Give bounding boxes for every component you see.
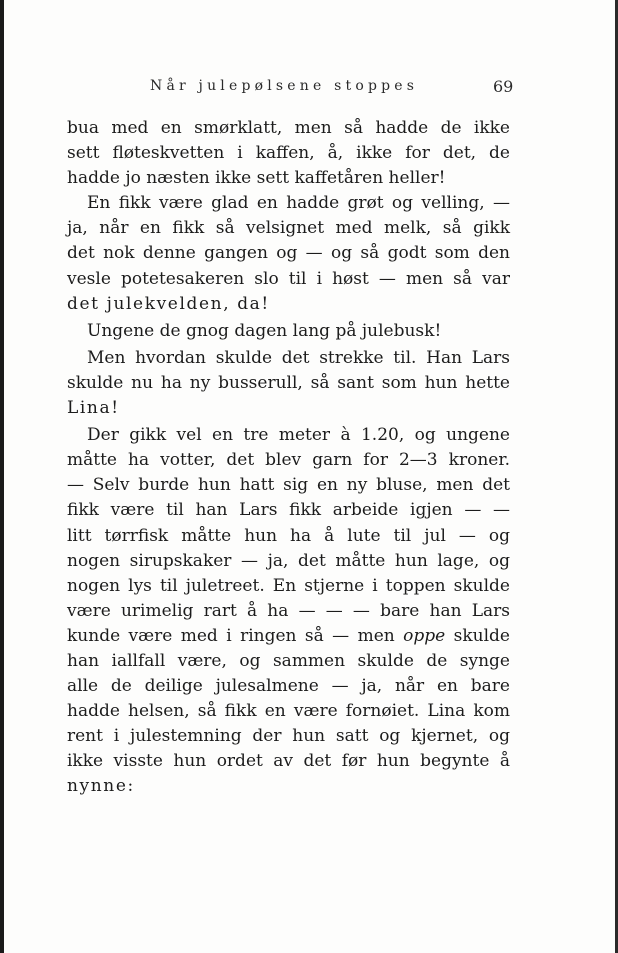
- text-line: det julekvelden, da!: [67, 293, 270, 314]
- text-fragment: kunde være med i ringen så — men: [67, 625, 404, 646]
- text-line: ja, når en fikk så velsignet med melk, så gikk: [67, 218, 510, 239]
- text-line: hadde helsen, så fikk en være fornøiet. Lina kom: [67, 701, 510, 722]
- text-line: Ungene de gnog dagen lang på julebusk!: [87, 320, 442, 341]
- text-line: hadde jo næsten ikke sett kaffetåren heller!: [67, 168, 446, 189]
- text-line: skulde nu ha ny busserull, så sant som hun hette: [67, 372, 510, 393]
- text-line: fikk være til han Lars fikk arbeide igjen — —: [67, 500, 510, 521]
- text-line: Men hvordan skulde det strekke til. Han Lars: [87, 347, 510, 368]
- text-line: Der gikk vel en tre meter à 1.20, og ungene: [87, 425, 510, 446]
- text-line: nogen lys til juletreet. En stjerne i toppen skulde: [67, 575, 510, 596]
- text-line: måtte ha votter, det blev garn for 2—3 kroner.: [67, 450, 510, 471]
- text-line: — Selv burde hun hatt sig en ny bluse, men det: [67, 475, 510, 496]
- text-line: ikke visste hun ordet av det før hun begynte å: [67, 751, 510, 772]
- text-line: være urimelig rart å ha — — — bare han Lars: [67, 600, 510, 621]
- text-line: nynne:: [67, 776, 135, 797]
- text-fragment: skulde: [445, 625, 510, 646]
- text-line: rent i julestemning der hun satt og kjernet, og: [67, 726, 510, 747]
- text-line: bua med en smørklatt, men så hadde de ikke: [67, 118, 510, 138]
- running-header: Når julepølsene stoppes: [150, 78, 419, 94]
- text-line: vesle potetesakeren slo til i høst — men så var: [67, 268, 510, 289]
- text-line: En fikk være glad en hadde grøt og velling, —: [87, 193, 510, 214]
- text-line: han iallfall være, og sammen skulde de synge: [67, 650, 510, 671]
- page-number: 69: [493, 77, 514, 96]
- text-line: sett fløteskvetten i kaffen, å, ikke for det, de: [67, 143, 510, 164]
- text-line: alle de deilige julesalmene — ja, når en bare: [67, 676, 510, 697]
- text-line: [67, 624, 510, 649]
- page-edge-left: [0, 0, 4, 953]
- text-line: litt tørrfisk måtte hun ha å lute til jul — og: [67, 525, 510, 546]
- text-line: Lina!: [67, 398, 120, 419]
- emphasis-word: oppe: [403, 625, 446, 646]
- text-line: nogen sirupskaker — ja, det måtte hun lage, og: [67, 550, 510, 571]
- body-text: [67, 116, 510, 800]
- text-line: det nok denne gangen og — og så godt som den: [67, 243, 510, 264]
